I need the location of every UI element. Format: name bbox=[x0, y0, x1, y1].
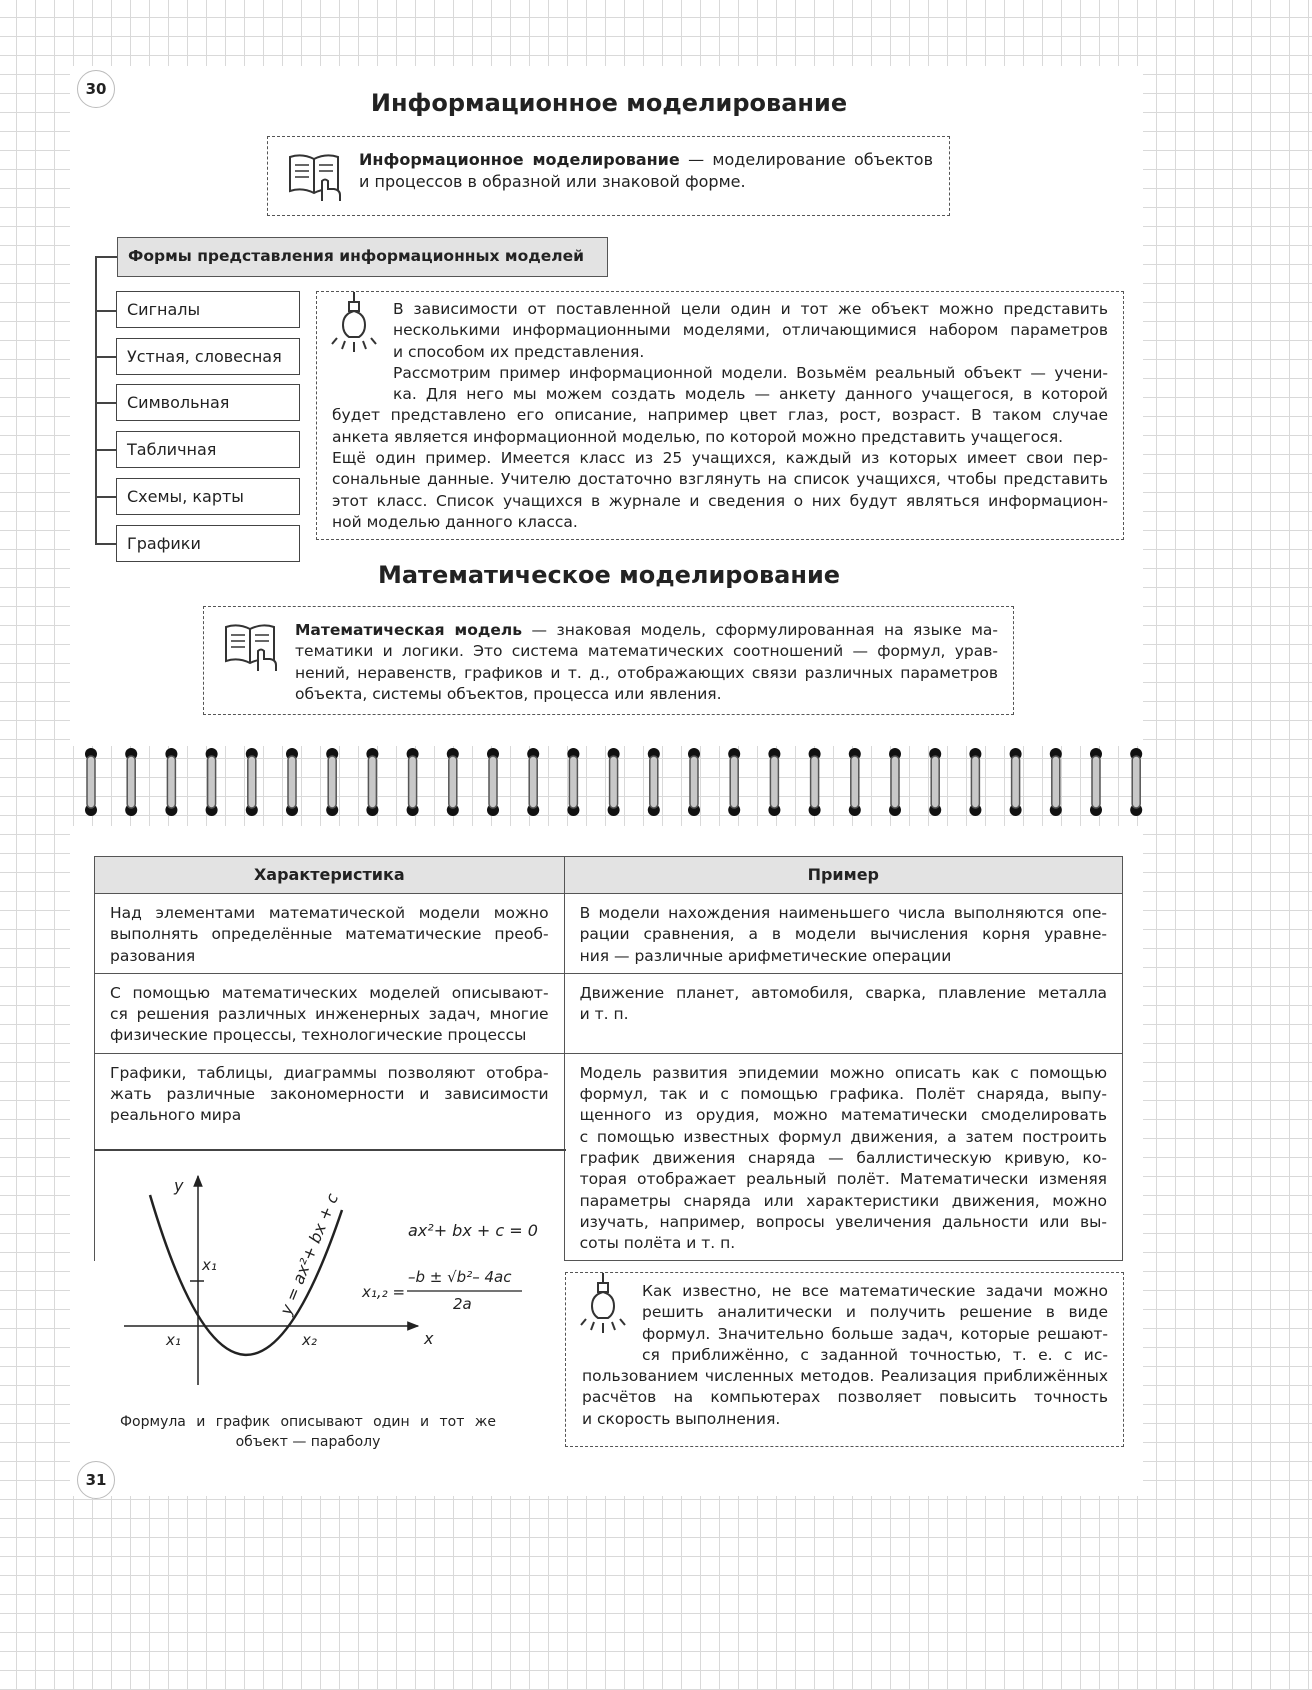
def-line: тематики и логики. Это система математических соотношений — формул, урав- bbox=[295, 642, 998, 661]
quadratic-equation: ax²+ bx + c = 0 bbox=[408, 1221, 538, 1240]
spiral-ring bbox=[809, 748, 821, 816]
cell-line: торая отображает реальный полёт. Математически изменяя bbox=[579, 1170, 1107, 1189]
note-line: В зависимости от поставленной цели один и тот же объект можно представить bbox=[393, 300, 1108, 318]
cell-line: параметры снаряда или характеристики движения, можно bbox=[579, 1191, 1107, 1210]
table-cell bbox=[564, 1053, 1122, 1261]
form-item-schemes: Схемы, карты bbox=[116, 478, 300, 515]
spiral-ring bbox=[969, 748, 981, 816]
math-definition-text bbox=[295, 620, 998, 705]
spiral-ring bbox=[889, 748, 901, 816]
spiral-ring bbox=[85, 748, 97, 816]
cell-line: Модель развития эпидемии можно описать как с помощью bbox=[579, 1063, 1107, 1082]
cell-line: ся решения различных инженерных задач, многие bbox=[110, 1005, 549, 1024]
spiral-ring bbox=[849, 748, 861, 816]
note2-line: и скорость выполнения. bbox=[582, 1409, 781, 1428]
info-note-box bbox=[316, 291, 1124, 540]
cell-line: Движение планет, автомобиля, сварка, плавление металла bbox=[579, 983, 1107, 1002]
form-item-signals: Сигналы bbox=[116, 291, 300, 328]
cell-line: Графики, таблицы, диаграммы позволяют отобра- bbox=[110, 1063, 549, 1082]
roots-denominator: 2a bbox=[453, 1295, 472, 1313]
spiral-ring bbox=[567, 748, 579, 816]
cell-line: изучать, например, вопросы увеличения дальности или вы- bbox=[579, 1212, 1107, 1231]
tree-branch bbox=[95, 449, 116, 451]
note-line: анкета является информационной моделью, по которой можно представить учащегося. bbox=[332, 427, 1064, 446]
cell-line: разования bbox=[110, 946, 196, 965]
spiral-ring bbox=[688, 748, 700, 816]
form-item-table: Табличная bbox=[116, 431, 300, 468]
cell-line: с помощью известных формул движения, а затем построить bbox=[579, 1127, 1107, 1146]
cell-line: щенного из орудия, можно математически смоделировать bbox=[579, 1106, 1107, 1125]
forms-heading: Формы представления информационных моделей bbox=[117, 237, 608, 277]
spiral-ring bbox=[286, 748, 298, 816]
spiral-ring bbox=[206, 748, 218, 816]
cell-line: выполнять определённые математические преоб- bbox=[110, 925, 549, 944]
table-cell bbox=[564, 894, 1122, 974]
spiral-ring bbox=[1130, 748, 1142, 816]
spiral-ring bbox=[728, 748, 740, 816]
def-line: — знаковая модель, сформулированная на языке ма- bbox=[522, 621, 998, 639]
cell-line: В модели нахождения наименьшего числа выполняются опе- bbox=[579, 904, 1107, 922]
cell-line: формул, так и с помощью графика. Полёт снаряда, выпу- bbox=[579, 1085, 1107, 1104]
note2-line: пользованием численных методов. Реализация приближённых bbox=[582, 1367, 1108, 1386]
info-section-title: Информационное моделирование bbox=[370, 89, 848, 117]
spiral-ring bbox=[768, 748, 780, 816]
form-item-graphs: Графики bbox=[116, 525, 300, 562]
table-cell bbox=[564, 973, 1122, 1053]
cell-line: физические процессы, технологические процессы bbox=[110, 1026, 527, 1045]
note-line: будет представлено его описание, например цвет глаз, рост, возраст. В таком случае bbox=[332, 406, 1108, 425]
spiral-ring bbox=[447, 748, 459, 816]
note2-line: расчётов на компьютерах позволяет повысить точность bbox=[582, 1388, 1108, 1407]
note-line: Ещё один пример. Имеется класс из 25 учащихся, каждый из которых имеет свои пер- bbox=[332, 449, 1108, 468]
spiral-ring bbox=[487, 748, 499, 816]
book-hand-icon bbox=[222, 621, 280, 673]
table-left-bottom-line bbox=[94, 1149, 566, 1151]
def-line: нений, неравенств, графиков и т. д., отображающих связи различных параметров bbox=[295, 663, 998, 682]
table-row bbox=[95, 894, 1123, 974]
spiral-ring bbox=[125, 748, 137, 816]
info-definition-rest: — моделирование объектов и процессов в образной или знаковой форме. bbox=[359, 150, 933, 191]
table-cell bbox=[95, 894, 565, 974]
tree-trunk bbox=[95, 256, 97, 545]
cell-line: и т. п. bbox=[579, 1005, 629, 1024]
spiral-binding bbox=[0, 740, 1218, 830]
spiral-ring bbox=[1090, 748, 1102, 816]
book-hand-icon bbox=[286, 151, 344, 203]
tree-branch bbox=[95, 543, 116, 545]
spiral-ring bbox=[608, 748, 620, 816]
def-line: объекта, системы объектов, процесса или явления. bbox=[295, 684, 722, 703]
y-axis-label: y bbox=[174, 1176, 184, 1195]
tree-branch bbox=[95, 356, 116, 358]
math-definition-box bbox=[203, 606, 1014, 715]
table-header: Пример bbox=[564, 857, 1122, 894]
roots-numerator: –b ± √b²– 4ac bbox=[408, 1268, 512, 1286]
info-definition-box bbox=[267, 136, 950, 216]
note2-line: решить аналитически и получить решение в виде bbox=[642, 1303, 1108, 1322]
spiral-ring bbox=[1050, 748, 1062, 816]
math-section-title: Математическое моделирование bbox=[377, 561, 841, 589]
cell-line: жать различные закономерности и зависимости bbox=[110, 1085, 549, 1104]
info-note-text bbox=[332, 299, 1108, 533]
roots-lhs: x₁,₂ = bbox=[362, 1283, 406, 1301]
info-definition-text bbox=[359, 149, 933, 193]
numeric-methods-note-box bbox=[565, 1272, 1124, 1447]
x-axis-label: x bbox=[424, 1329, 434, 1348]
cell-line: Над элементами математической модели можно bbox=[110, 904, 549, 922]
cell-line: реального мира bbox=[110, 1106, 242, 1125]
note-line: несколькими информационными моделями, отличающимися набором параметров bbox=[393, 321, 1108, 340]
x2-root-label: x₂ bbox=[302, 1331, 317, 1349]
note-line: ка. Для него мы можем создать модель — анкету данного учащегося, в которой bbox=[393, 385, 1108, 404]
note-line: и способом их представления. bbox=[393, 342, 645, 361]
cell-line: С помощью математических моделей описывают- bbox=[110, 983, 549, 1002]
note2-line: ся приближённо, с заданной точностью, т. е. с ис- bbox=[642, 1345, 1108, 1364]
cell-line: рации сравнения, а в модели вычисления корня уравне- bbox=[579, 925, 1107, 944]
numeric-methods-text bbox=[582, 1281, 1108, 1430]
table-cell bbox=[95, 973, 565, 1053]
math-definition-term: Математическая модель bbox=[295, 621, 523, 639]
x1-axis-label: x₁ bbox=[202, 1256, 217, 1274]
spiral-ring bbox=[326, 748, 338, 816]
graph-caption bbox=[120, 1412, 496, 1452]
caption-line: Формула и график описывают один и тот же bbox=[120, 1414, 496, 1430]
info-definition-term: Информационное моделирование bbox=[359, 150, 680, 169]
note-line: ной моделью данного класса. bbox=[332, 512, 578, 531]
tree-branch bbox=[95, 256, 117, 258]
note-line: сональные данные. Учителю достаточно взглянуть на список учащихся, чтобы представить bbox=[332, 470, 1108, 489]
cell-line: график движения снаряда — баллистическую кривую, ко- bbox=[579, 1148, 1107, 1167]
spiral-ring bbox=[929, 748, 941, 816]
page-number-bottom: 31 bbox=[77, 1461, 115, 1499]
spiral-ring bbox=[527, 748, 539, 816]
spiral-ring bbox=[648, 748, 660, 816]
form-item-oral: Устная, словесная bbox=[116, 338, 300, 375]
caption-line: объект — параболу bbox=[235, 1434, 381, 1450]
spiral-ring bbox=[366, 748, 378, 816]
tree-branch bbox=[95, 310, 116, 312]
spiral-ring bbox=[165, 748, 177, 816]
note-line: Рассмотрим пример информационной модели. Возьмём реальный объект — учени- bbox=[393, 363, 1108, 382]
cell-line: соты полёта и т. п. bbox=[579, 1234, 736, 1253]
table-row bbox=[95, 973, 1123, 1053]
page-number-top: 30 bbox=[77, 70, 115, 108]
table-header: Характеристика bbox=[95, 857, 565, 894]
parabola-graph bbox=[110, 1170, 540, 1400]
note2-line: Как известно, не все математические задачи можно bbox=[642, 1282, 1108, 1300]
note2-line: формул. Значительно больше задач, которые решают- bbox=[642, 1324, 1108, 1343]
tree-branch bbox=[95, 402, 116, 404]
note-line: этот класс. Список учащихся в журнале и сведения о них будут являться информацион- bbox=[332, 491, 1108, 510]
curve-label: y = ax²+ bx + c bbox=[276, 1190, 343, 1318]
tree-branch bbox=[95, 496, 116, 498]
spiral-ring bbox=[407, 748, 419, 816]
cell-line: ния — различные арифметические операции bbox=[579, 946, 952, 965]
table-header-row bbox=[95, 857, 1123, 894]
x1-root-label: x₁ bbox=[166, 1331, 181, 1349]
spiral-ring bbox=[246, 748, 258, 816]
spiral-ring bbox=[1010, 748, 1022, 816]
form-item-symbolic: Символьная bbox=[116, 384, 300, 421]
